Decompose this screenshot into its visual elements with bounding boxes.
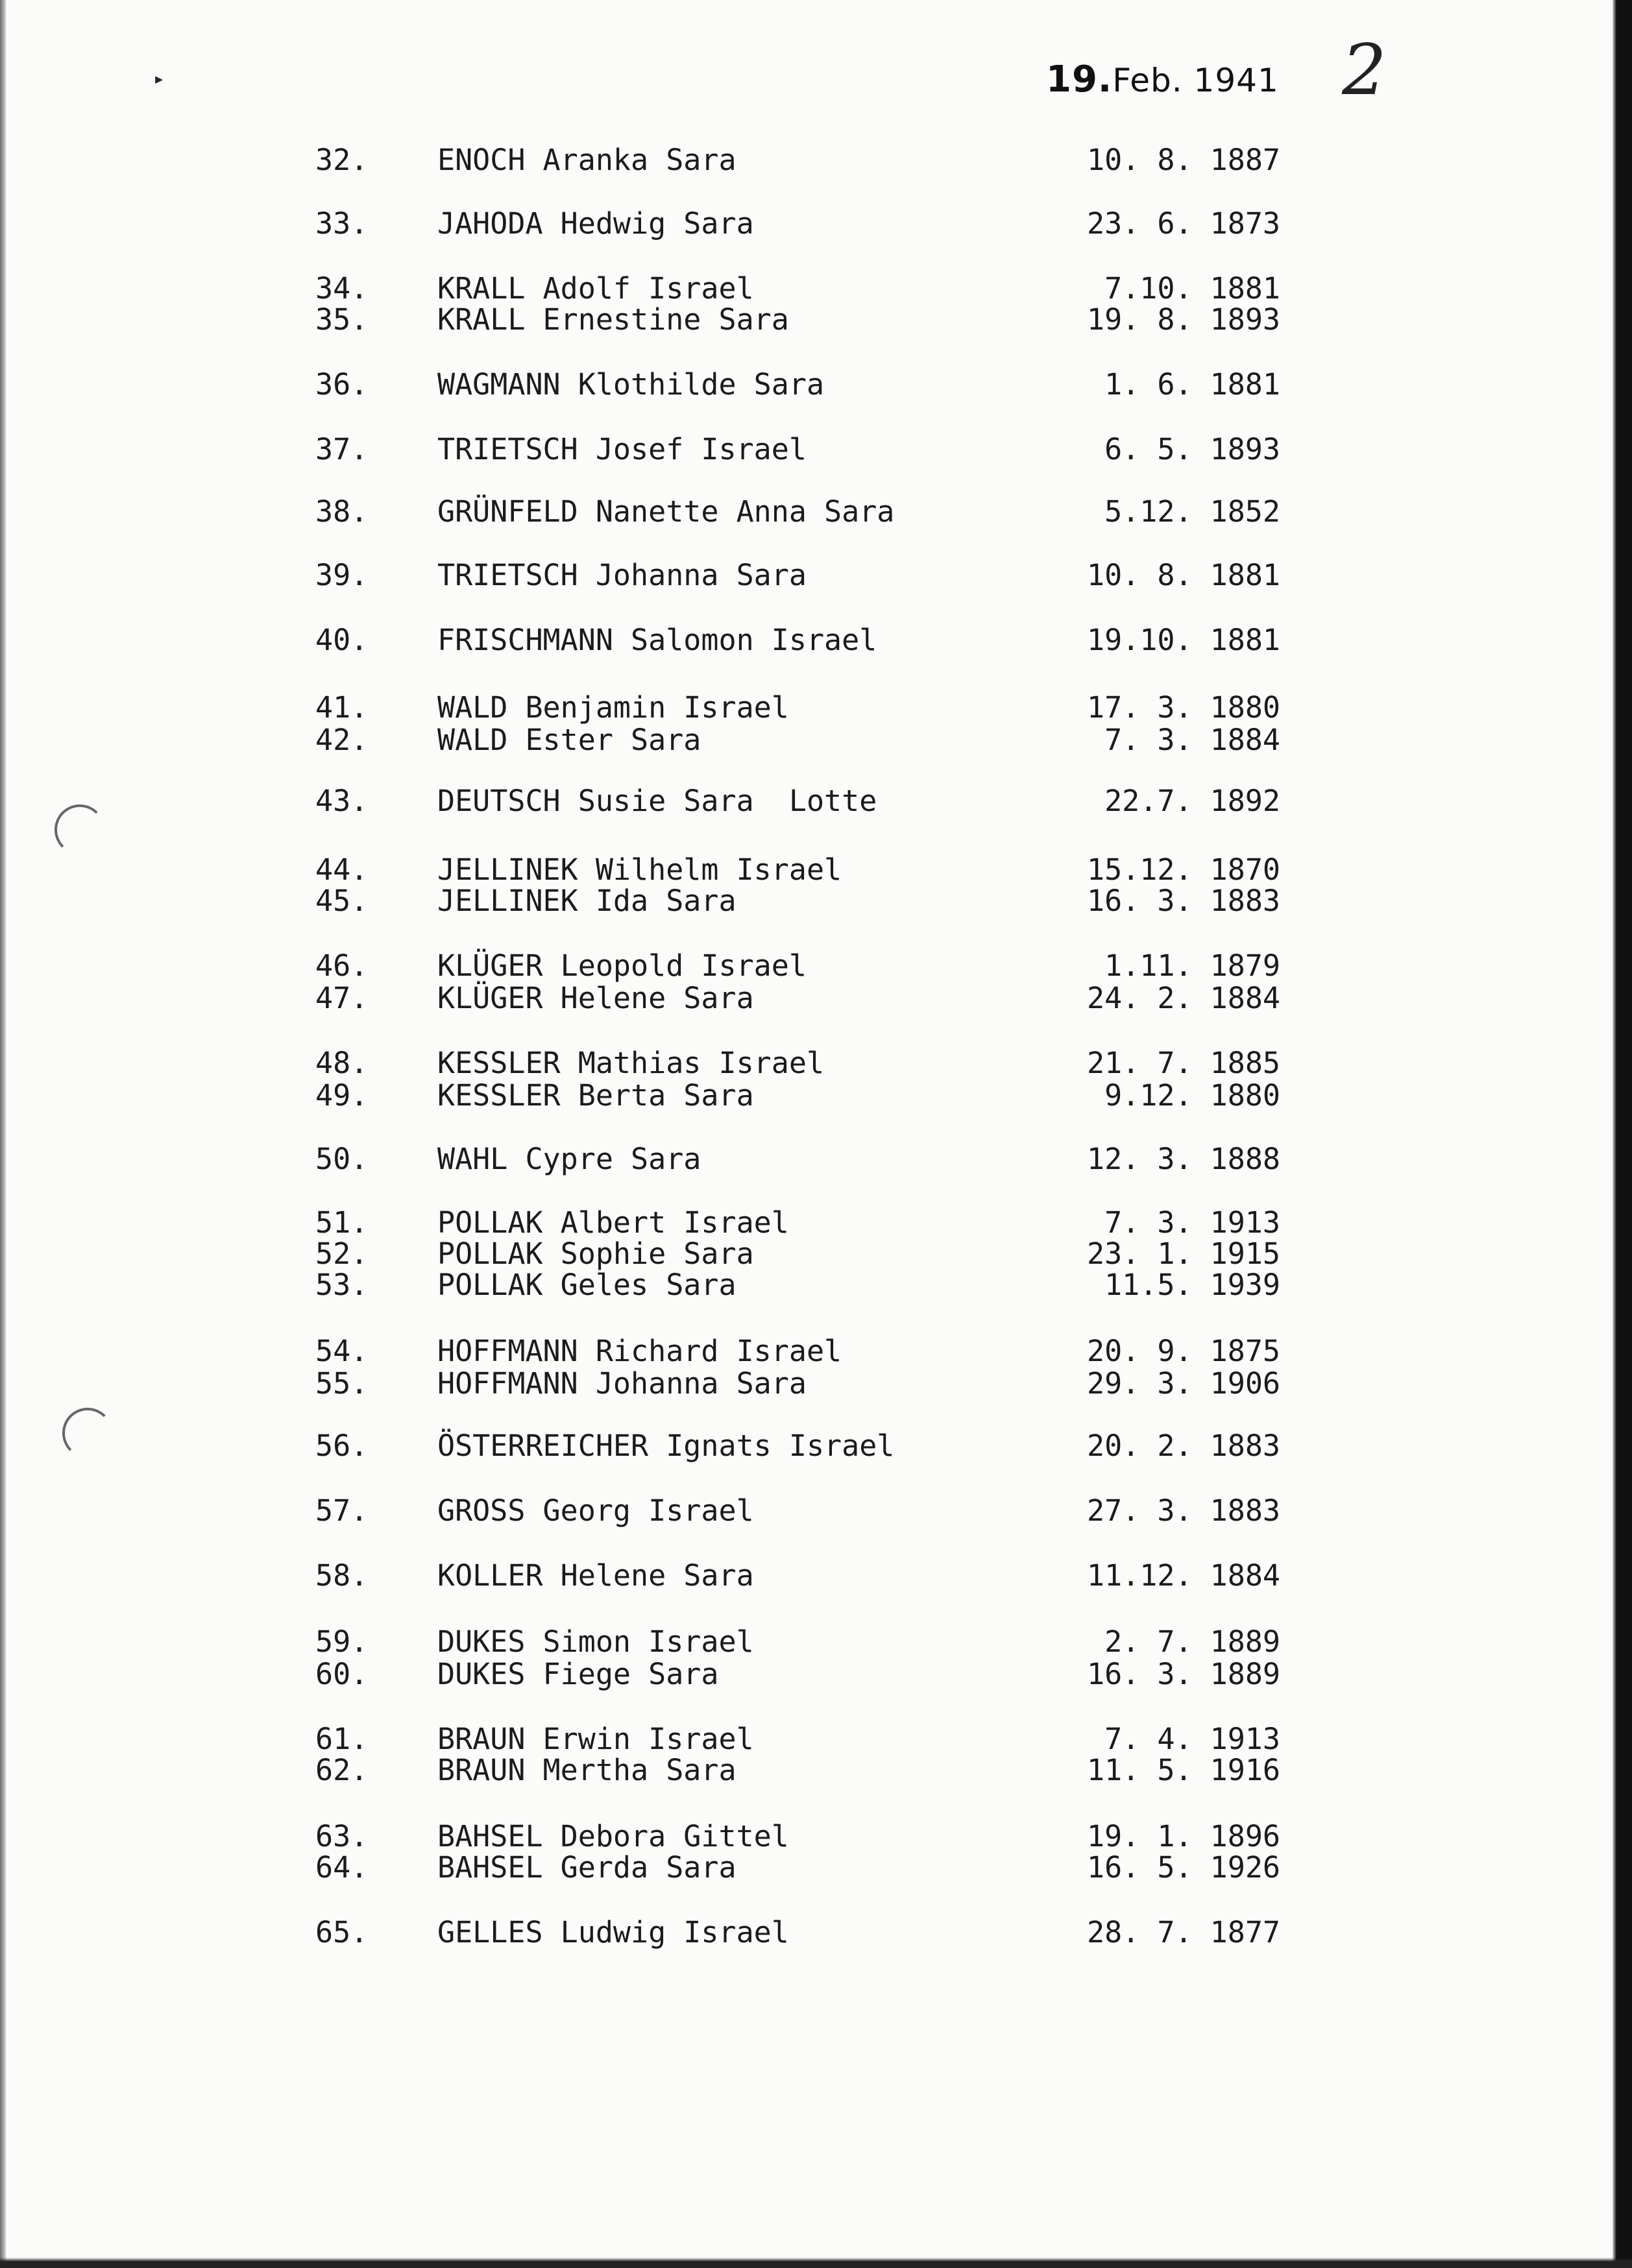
entry-number: 47. bbox=[315, 981, 369, 1015]
margin-mark-icon: ▸ bbox=[153, 67, 165, 90]
entry-birthdate: 19. 8. 1893 bbox=[1086, 302, 1280, 337]
entry-name: KESSLER Berta Sara bbox=[437, 1078, 754, 1113]
entry-birthdate: 28. 7. 1877 bbox=[1086, 1915, 1280, 1949]
entry-number: 34. bbox=[315, 271, 369, 306]
entry-number: 37. bbox=[315, 432, 369, 466]
list-entry bbox=[0, 885, 1632, 917]
entry-birthdate: 20. 2. 1883 bbox=[1086, 1429, 1280, 1463]
entry-name: KESSLER Mathias Israel bbox=[437, 1046, 825, 1080]
entry-birthdate: 12. 3. 1888 bbox=[1086, 1142, 1280, 1176]
entry-birthdate: 11.12. 1884 bbox=[1086, 1558, 1280, 1593]
entry-name: BAHSEL Debora Gittel bbox=[437, 1819, 789, 1853]
list-entry bbox=[0, 208, 1632, 240]
list-entry bbox=[0, 982, 1632, 1015]
entry-name: WAGMANN Klothilde Sara bbox=[437, 367, 825, 402]
entry-number: 58. bbox=[315, 1558, 369, 1593]
entry-name: POLLAK Geles Sara bbox=[437, 1268, 737, 1302]
handwritten-page-number: 2 bbox=[1342, 30, 1387, 111]
entry-number: 46. bbox=[315, 948, 369, 983]
entry-name: DUKES Simon Israel bbox=[437, 1624, 754, 1659]
entry-birthdate: 5.12. 1852 bbox=[1104, 494, 1280, 529]
entry-name: BAHSEL Gerda Sara bbox=[437, 1850, 737, 1885]
entry-birthdate: 24. 2. 1884 bbox=[1086, 981, 1280, 1015]
entry-birthdate: 7. 3. 1884 bbox=[1104, 723, 1280, 757]
list-entry bbox=[0, 724, 1632, 756]
entry-name: JAHODA Hedwig Sara bbox=[437, 206, 754, 241]
entry-birthdate: 1. 6. 1881 bbox=[1104, 367, 1280, 402]
entry-birthdate: 17. 3. 1880 bbox=[1086, 690, 1280, 725]
entry-birthdate: 19. 1. 1896 bbox=[1086, 1819, 1280, 1853]
entry-number: 45. bbox=[315, 884, 369, 918]
entry-number: 54. bbox=[315, 1334, 369, 1368]
entry-birthdate: 29. 3. 1906 bbox=[1086, 1366, 1280, 1401]
list-entry bbox=[0, 1430, 1632, 1462]
entry-number: 36. bbox=[315, 367, 369, 402]
entry-number: 32. bbox=[315, 143, 369, 177]
list-entry bbox=[0, 1658, 1632, 1691]
entry-number: 40. bbox=[315, 623, 369, 657]
entry-birthdate: 7.10. 1881 bbox=[1104, 271, 1280, 306]
list-entry bbox=[0, 1047, 1632, 1080]
entry-birthdate: 1.11. 1879 bbox=[1104, 948, 1280, 983]
list-entry bbox=[0, 368, 1632, 401]
list-entry bbox=[0, 1916, 1632, 1949]
list-entry bbox=[0, 624, 1632, 657]
date-stamp-rest: Feb. 1941 bbox=[1112, 62, 1279, 99]
list-entry bbox=[0, 692, 1632, 724]
entry-number: 65. bbox=[315, 1915, 369, 1949]
entry-number: 63. bbox=[315, 1819, 369, 1853]
list-entry bbox=[0, 433, 1632, 466]
entry-number: 51. bbox=[315, 1205, 369, 1240]
entry-birthdate: 16. 5. 1926 bbox=[1086, 1850, 1280, 1885]
entry-name: GELLES Ludwig Israel bbox=[437, 1915, 789, 1949]
entry-name: TRIETSCH Josef Israel bbox=[437, 432, 807, 466]
list-entry bbox=[0, 1626, 1632, 1658]
entry-birthdate: 10. 8. 1887 bbox=[1086, 143, 1280, 177]
list-entry bbox=[0, 304, 1632, 336]
entry-name: HOFFMANN Richard Israel bbox=[437, 1334, 842, 1368]
list-entry bbox=[0, 1080, 1632, 1112]
entry-birthdate: 11.5. 1939 bbox=[1104, 1268, 1280, 1302]
list-entry bbox=[0, 1335, 1632, 1368]
entry-name: JELLINEK Ida Sara bbox=[437, 884, 737, 918]
entry-name: ÖSTERREICHER Ignats Israel bbox=[437, 1429, 895, 1463]
list-entry bbox=[0, 144, 1632, 176]
entry-name: FRISCHMANN Salomon Israel bbox=[437, 623, 877, 657]
entry-number: 56. bbox=[315, 1429, 369, 1463]
entry-name: ENOCH Aranka Sara bbox=[437, 143, 737, 177]
entry-birthdate: 27. 3. 1883 bbox=[1086, 1493, 1280, 1528]
entry-birthdate: 2. 7. 1889 bbox=[1104, 1624, 1280, 1659]
entry-name: GRÜNFELD Nanette Anna Sara bbox=[437, 494, 895, 529]
entry-name: POLLAK Albert Israel bbox=[437, 1205, 789, 1240]
list-entry bbox=[0, 1754, 1632, 1787]
list-entry bbox=[0, 496, 1632, 528]
entry-name: WAHL Cypre Sara bbox=[437, 1142, 701, 1176]
entry-birthdate: 20. 9. 1875 bbox=[1086, 1334, 1280, 1368]
list-entry bbox=[0, 1269, 1632, 1301]
entry-name: JELLINEK Wilhelm Israel bbox=[437, 852, 842, 887]
entry-number: 33. bbox=[315, 206, 369, 241]
list-entry bbox=[0, 1368, 1632, 1400]
entry-birthdate: 10. 8. 1881 bbox=[1086, 558, 1280, 592]
entry-birthdate: 11. 5. 1916 bbox=[1086, 1753, 1280, 1787]
entry-number: 48. bbox=[315, 1046, 369, 1080]
entry-birthdate: 23. 1. 1915 bbox=[1086, 1237, 1280, 1271]
entry-name: WALD Ester Sara bbox=[437, 723, 701, 757]
entry-number: 57. bbox=[315, 1493, 369, 1528]
list-entry bbox=[0, 1495, 1632, 1527]
entry-number: 44. bbox=[315, 852, 369, 887]
entry-birthdate: 21. 7. 1885 bbox=[1086, 1046, 1280, 1080]
entry-number: 55. bbox=[315, 1366, 369, 1401]
entry-name: POLLAK Sophie Sara bbox=[437, 1237, 754, 1271]
entry-number: 60. bbox=[315, 1657, 369, 1691]
entry-name: HOFFMANN Johanna Sara bbox=[437, 1366, 807, 1401]
entry-birthdate: 7. 3. 1913 bbox=[1104, 1205, 1280, 1240]
entry-number: 62. bbox=[315, 1753, 369, 1787]
entry-number: 59. bbox=[315, 1624, 369, 1659]
list-entry bbox=[0, 1238, 1632, 1270]
entry-name: KLÜGER Helene Sara bbox=[437, 981, 754, 1015]
entry-name: BRAUN Mertha Sara bbox=[437, 1753, 737, 1787]
entry-birthdate: 7. 4. 1913 bbox=[1104, 1722, 1280, 1756]
entry-number: 39. bbox=[315, 558, 369, 592]
entry-number: 49. bbox=[315, 1078, 369, 1113]
entry-name: KRALL Adolf Israel bbox=[437, 271, 754, 306]
list-entry bbox=[0, 785, 1632, 817]
entry-birthdate: 19.10. 1881 bbox=[1086, 623, 1280, 657]
entry-birthdate: 15.12. 1870 bbox=[1086, 852, 1280, 887]
list-entry bbox=[0, 1143, 1632, 1176]
entry-number: 41. bbox=[315, 690, 369, 725]
entry-name: BRAUN Erwin Israel bbox=[437, 1722, 754, 1756]
entry-name: GROSS Georg Israel bbox=[437, 1493, 754, 1528]
entry-number: 61. bbox=[315, 1722, 369, 1756]
entry-name: DEUTSCH Susie Sara Lotte bbox=[437, 784, 877, 818]
entry-name: TRIETSCH Johanna Sara bbox=[437, 558, 807, 592]
entry-number: 38. bbox=[315, 494, 369, 529]
list-entry bbox=[0, 1820, 1632, 1853]
entry-number: 53. bbox=[315, 1268, 369, 1302]
entry-number: 50. bbox=[315, 1142, 369, 1176]
entry-birthdate: 23. 6. 1873 bbox=[1086, 206, 1280, 241]
entry-birthdate: 9.12. 1880 bbox=[1104, 1078, 1280, 1113]
list-entry bbox=[0, 272, 1632, 305]
entry-number: 42. bbox=[315, 723, 369, 757]
entry-birthdate: 6. 5. 1893 bbox=[1104, 432, 1280, 466]
entry-number: 35. bbox=[315, 302, 369, 337]
entry-name: DUKES Fiege Sara bbox=[437, 1657, 719, 1691]
date-stamp-day: 19. bbox=[1046, 58, 1113, 101]
entry-name: KRALL Ernestine Sara bbox=[437, 302, 789, 337]
list-entry bbox=[0, 1560, 1632, 1592]
entry-name: KOLLER Helene Sara bbox=[437, 1558, 754, 1593]
list-entry bbox=[0, 559, 1632, 592]
list-entry bbox=[0, 1723, 1632, 1755]
entry-number: 43. bbox=[315, 784, 369, 818]
list-entry bbox=[0, 1852, 1632, 1884]
entry-name: WALD Benjamin Israel bbox=[437, 690, 789, 725]
entry-number: 64. bbox=[315, 1850, 369, 1885]
entry-birthdate: 16. 3. 1889 bbox=[1086, 1657, 1280, 1691]
entry-name: KLÜGER Leopold Israel bbox=[437, 948, 807, 983]
list-entry bbox=[0, 854, 1632, 886]
entry-number: 52. bbox=[315, 1237, 369, 1271]
list-entry bbox=[0, 950, 1632, 982]
entry-birthdate: 16. 3. 1883 bbox=[1086, 884, 1280, 918]
entry-birthdate: 22.7. 1892 bbox=[1104, 784, 1280, 818]
list-entry bbox=[0, 1207, 1632, 1239]
